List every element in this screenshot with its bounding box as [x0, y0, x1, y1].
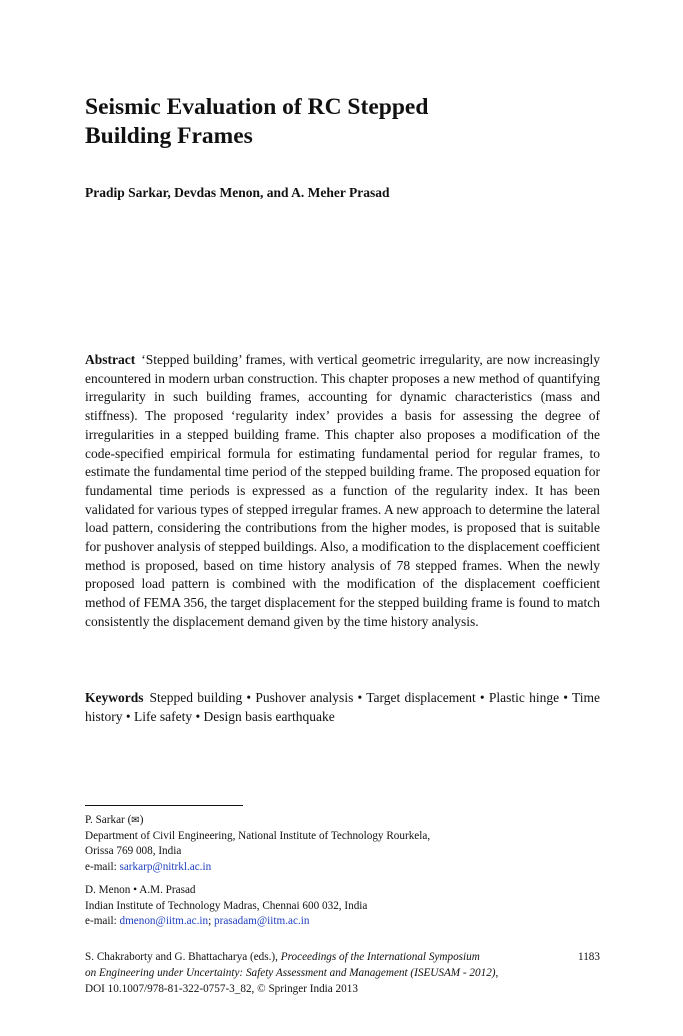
- corresponding-author-line: [85, 813, 600, 829]
- abstract-label: Abstract: [85, 352, 136, 367]
- envelope-icon: ✉: [131, 815, 140, 826]
- corresponding-author-close: ): [139, 814, 144, 826]
- keywords-label: Keywords: [85, 690, 144, 705]
- affiliation-email-line: [85, 860, 600, 876]
- footnote-divider: [85, 805, 243, 806]
- abstract-text: ‘Stepped building’ frames, with vertical geometric irregularity, are now increasingly encountered in modern urban construction. This chapter proposes a new method of quantifying irregularity in such building frames, accounting for dynamic characteristics (mass and stiffness). The proposed ‘regularity index’ provides a basis for assessing the degree of irregularities in a stepped building frame. This chapter also proposes a modification of the code-specified empirical formula for estimating fundamental period for regular frames, to estimate the fundamental time period of the stepped building frame. The proposed equation for fundamental time periods is expressed as a function of the regularity index. It has been validated for various types of stepped irregular frames. A new approach to determine the lateral load pattern, considering the contributions from the higher modes, is proposed that is suitable for pushover analysis of stepped buildings. Also, a modification to the displacement coefficient method is proposed, based on time history analysis of 78 stepped frames. When the newly proposed load pattern is combined with the modification of the displacement coefficient method of FEMA 356, the target displacement for the stepped building frame is found to match consistently the displacement demand given by the time history analysis.: [85, 352, 600, 629]
- title-line-2: Building Frames: [85, 123, 253, 149]
- citation-doi: DOI 10.1007/978-81-322-0757-3_82, © Springer India 2013: [85, 982, 358, 995]
- page-number: 1183: [578, 951, 600, 963]
- coauthor-email-line: [85, 914, 600, 930]
- corresponding-author-name: P. Sarkar (: [85, 814, 132, 826]
- email-label: e-mail:: [85, 860, 120, 873]
- paper-title: [85, 93, 605, 151]
- abstract: [85, 351, 600, 632]
- keywords-text: Stepped building • Pushover analysis • Target displacement • Plastic hinge • Time history • Life safety • Design basis earthquake: [85, 690, 600, 724]
- citation-editors: S. Chakraborty and G. Bhattacharya (eds.),: [85, 951, 281, 963]
- title-line-1: Seismic Evaluation of RC Stepped: [85, 94, 429, 120]
- coauthor-institute: Indian Institute of Technology Madras, Chennai 600 032, India: [85, 899, 368, 912]
- coauthor-names: D. Menon • A.M. Prasad: [85, 884, 196, 896]
- citation-proceedings-1: Proceedings of the International Symposium: [280, 951, 480, 963]
- email-link-sarkar[interactable]: sarkarp@nitrkl.ac.in: [119, 860, 212, 873]
- email-link-menon[interactable]: dmenon@iitm.ac.in: [119, 915, 209, 928]
- citation-footer: [85, 950, 600, 997]
- affiliation-address: Orissa 769 008, India: [85, 845, 182, 858]
- citation-line-2: [85, 966, 600, 982]
- citation-proceedings-2: on Engineering under Uncertainty: Safety Assessment and Management (ISEUSAM - 2012): [85, 966, 496, 979]
- affiliation-department: Department of Civil Engineering, National Institute of Technology Rourkela,: [85, 829, 431, 842]
- email-link-prasad[interactable]: prasadam@iitm.ac.in: [214, 915, 310, 928]
- citation-comma: ,: [495, 966, 499, 979]
- citation-line-1: [85, 950, 600, 966]
- author-list: Pradip Sarkar, Devdas Menon, and A. Meher Prasad: [85, 185, 390, 200]
- affiliation-sarkar: [85, 813, 600, 875]
- keywords: [85, 688, 600, 726]
- affiliation-menon-prasad: [85, 883, 600, 930]
- email-separator: ;: [208, 915, 214, 928]
- email-label: e-mail:: [85, 915, 120, 928]
